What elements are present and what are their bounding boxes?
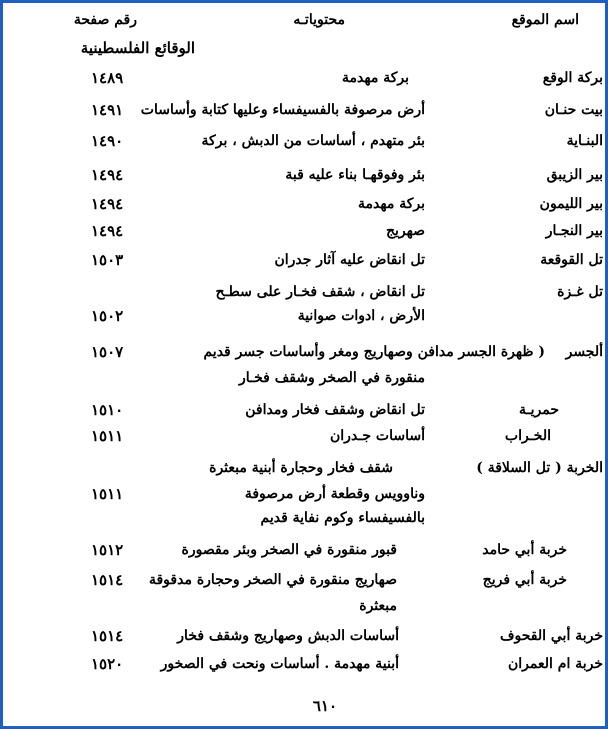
page-ref: ١٥٢٠	[91, 655, 124, 673]
site-description: صهريج	[386, 223, 425, 239]
page-ref: ١٥٠٢	[91, 307, 124, 325]
page-ref: ١٤٩٠	[91, 132, 124, 150]
site-description: بركة مهدمة	[342, 70, 409, 86]
site-description: بئر متهدم ، أساسات من الدبش ، بركة	[201, 133, 425, 149]
section-title: الوقائع الفلسطينية	[80, 39, 195, 57]
site-description: صهاريج منقورة في الصخر وحجارة مدقوقة	[148, 572, 397, 588]
page-ref: ١٤٩٤	[91, 222, 124, 240]
site-name: خربة أبي حامد	[482, 542, 567, 558]
site-name: بركة الوقع	[542, 70, 603, 86]
page-ref: ١٥٠٧	[91, 343, 124, 361]
site-description: الأرض ، ادوات صوانية	[297, 308, 425, 324]
page-ref: ١٤٩٤	[91, 195, 124, 213]
site-description: أساسات الدبش وصهاريج وشقف فخار	[177, 628, 399, 644]
site-name: خربة أبي القحوف	[499, 628, 603, 644]
page-ref: ١٥١٢	[91, 541, 124, 559]
site-description: شقف فخار وحجارة أبنية مبعثرة	[209, 460, 393, 476]
page-ref: ١٥٠٣	[91, 251, 124, 269]
site-description: أساسات جـدران	[330, 428, 425, 444]
site-description: وناوويس وقطعة أرض مرصوفة	[244, 486, 425, 502]
header-site: اسم الموقع	[511, 12, 579, 28]
page-ref: ١٥١٠	[91, 401, 124, 419]
site-name: بير الزيبق	[546, 167, 603, 183]
site-name: خربة ام العمران	[508, 656, 603, 672]
page-number: ٦١٠	[312, 697, 337, 715]
site-description: بئر وفوقهـا بناء عليه قبة	[285, 167, 425, 183]
site-description: تل انقاض ، شقف فخـار على سطـح	[215, 284, 425, 300]
site-name: الخربة ( تل السلاقة )	[476, 460, 603, 476]
page-ref: ١٤٩٤	[91, 166, 124, 184]
site-name: الخـراب	[504, 428, 551, 444]
site-description: تل انقاض عليه آثار جدران	[274, 252, 425, 268]
site-name: تل غـزة	[557, 284, 603, 300]
site-description: بالفسيفساء وكوم نفاية قديم	[260, 510, 425, 526]
page-ref: ١٥١١	[91, 427, 124, 445]
site-name: بير النجـار	[545, 223, 603, 239]
page-ref: ١٥١٤	[91, 571, 124, 589]
site-description: منقورة في الصخر وشقف فخـار	[239, 370, 425, 386]
header-contents: محتوياتـه	[293, 12, 345, 28]
site-description: قبور منقورة في الصخر وبئر مقصورة	[181, 542, 397, 558]
site-name: بير الليمون	[539, 196, 603, 212]
page-ref: ١٥١١	[91, 485, 124, 503]
site-name: خربة أبي فريج	[482, 572, 567, 588]
site-name: حمريـة	[519, 402, 559, 418]
site-description: ( ظهرة الجسر مدافن وصهاريج ومغر وأساسات جسر قديم	[203, 344, 545, 360]
site-name: تل القوقعة	[540, 252, 603, 268]
header-page: رقم صفحة	[73, 12, 137, 28]
site-name: البنـاية	[566, 133, 603, 149]
site-description: أبنية مهدمة . أساسات ونحت في الصخور	[160, 656, 399, 672]
page-ref: ١٥١٤	[91, 627, 124, 645]
page-ref: ١٤٩١	[91, 101, 124, 119]
site-description: بركة مهدمة	[358, 196, 425, 212]
site-name: بيت حنـان	[544, 102, 603, 118]
site-description: تل انقاض وشقف فخار ومدافن	[245, 402, 425, 418]
page-ref: ١٤٨٩	[91, 69, 124, 87]
site-description: مبعثرة	[359, 598, 397, 614]
site-name: ألجسر	[565, 344, 603, 360]
site-description: أرض مرصوفة بالفسيفساء وعليها كتابة وأساسات	[140, 102, 425, 118]
